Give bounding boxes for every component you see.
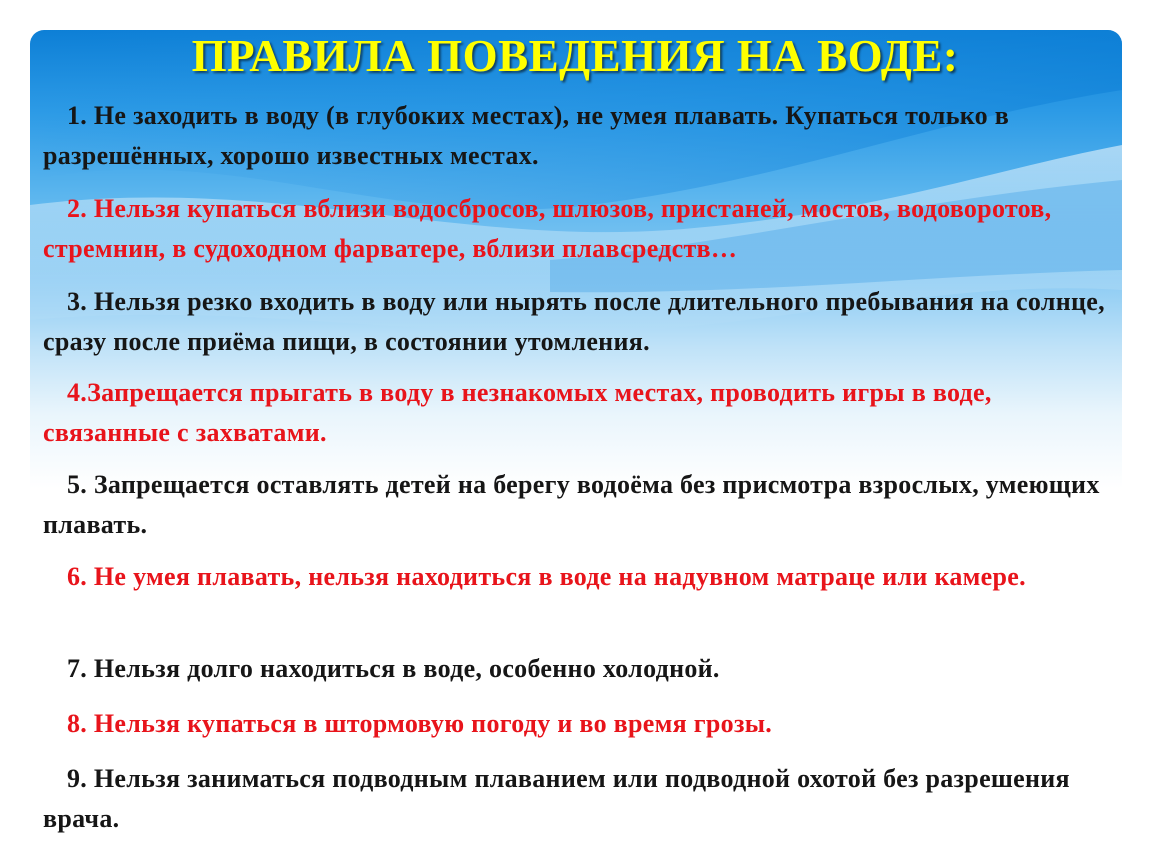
rule-item-5: 5. Запрещается оставлять детей на берегу водоёма без присмотра взрослых, умеющих плавать. bbox=[43, 470, 1100, 539]
rule-item-6: 6. Не умея плавать, нельзя находиться в воде на надувном матраце или камере. bbox=[67, 562, 1026, 591]
rule-item-1: 1. Не заходить в воду (в глубоких местах), не умея плавать. Купаться только в разрешённых, хорошо известных местах. bbox=[43, 101, 1010, 170]
rule-item-9: 9. Нельзя заниматься подводным плаванием или подводной охотой без разрешения врача. bbox=[43, 764, 1070, 833]
rule-item-2: 2. Нельзя купаться вблизи водосбросов, шлюзов, пристаней, мостов, водоворотов, стремнин, в судоходном фарватере, вблизи плавсредств… bbox=[43, 194, 1052, 263]
page-title: ПРАВИЛА ПОВЕДЕНИЯ НА ВОДЕ: bbox=[191, 31, 959, 81]
rule-item-3: 3. Нельзя резко входить в воду или нырять после длительного пребывания на солнце, сразу после приёма пищи, в состоянии утомления. bbox=[43, 287, 1105, 356]
rule-item-7: 7. Нельзя долго находиться в воде, особенно холодной. bbox=[67, 654, 720, 683]
rule-item-4: 4.Запрещается прыгать в воду в незнакомых местах, проводить игры в воде, связанные с захватами. bbox=[43, 378, 992, 447]
rule-item-8: 8. Нельзя купаться в штормовую погоду и во время грозы. bbox=[67, 709, 773, 738]
